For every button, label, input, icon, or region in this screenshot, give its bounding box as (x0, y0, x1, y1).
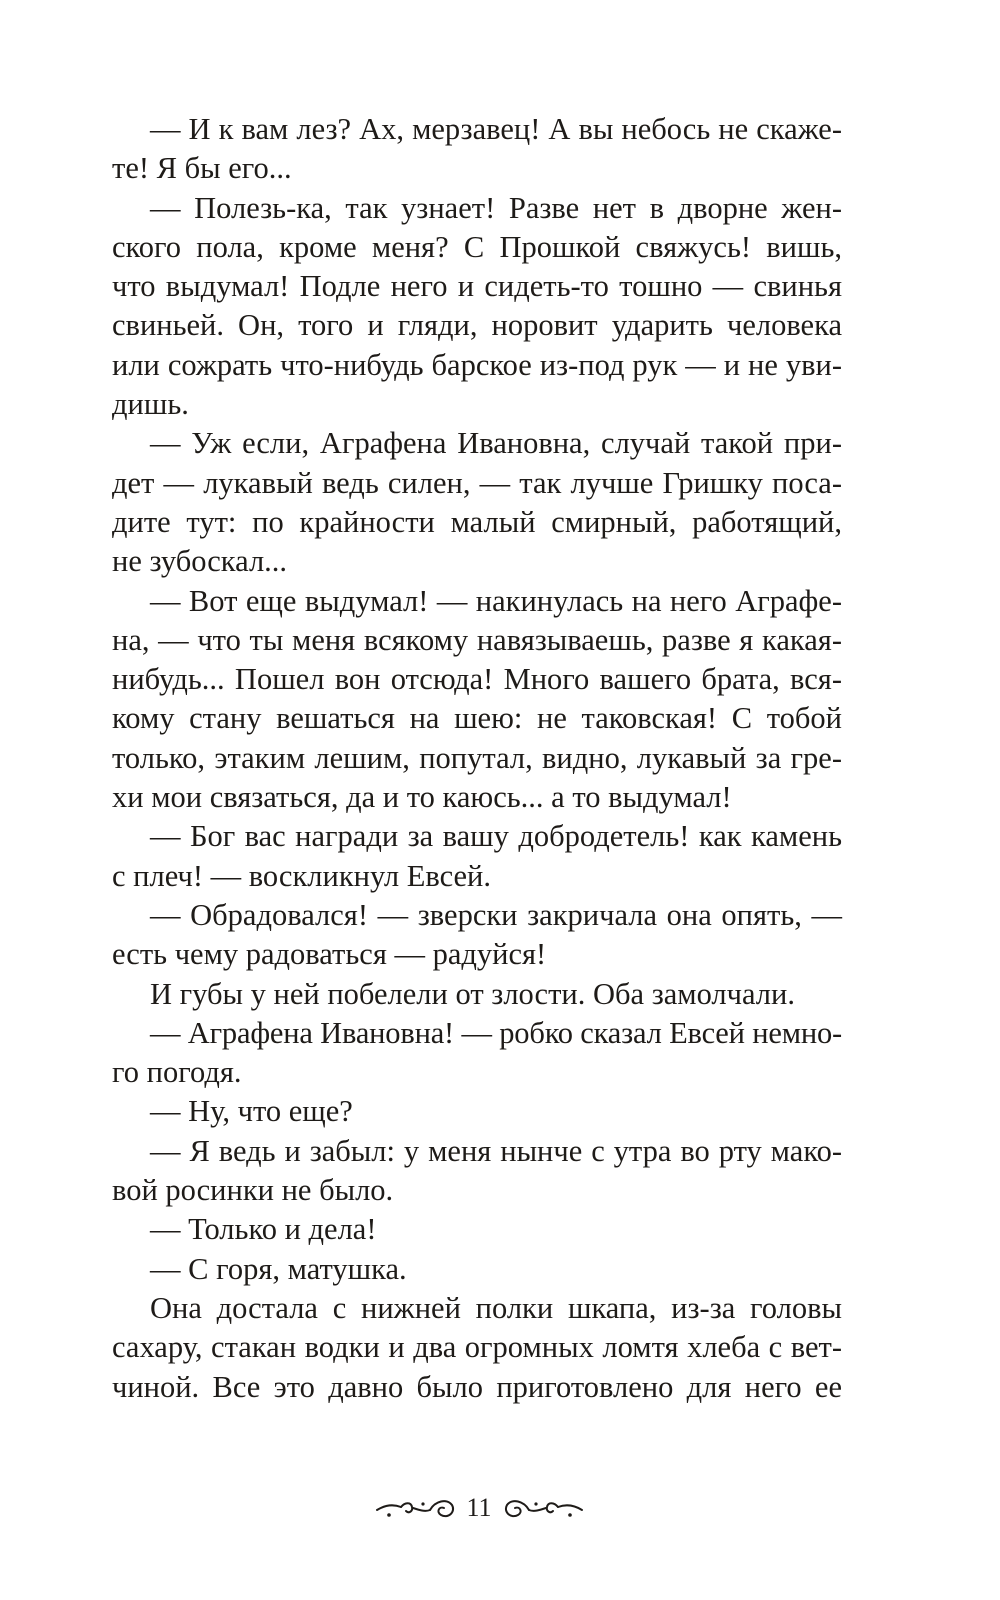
text-line: — Полезь-ка, так узнает! Разве нет в дворне жен- (150, 190, 842, 225)
text-line: те! Я бы его... (112, 151, 292, 186)
text-line: дет — лукавый ведь силен, — так лучше Гришку поса- (112, 465, 842, 500)
body-text (112, 110, 842, 1407)
text-line: что выдумал! Подле него и сидеть-то тошно — свинья (112, 269, 842, 304)
ornament-left-icon (375, 1493, 457, 1523)
page-number: 11 (466, 1493, 492, 1522)
text-line: дите тут: по крайности малый смирный, работящий, (112, 504, 842, 539)
text-line: с плеч! — воскликнул Евсей. (112, 858, 491, 893)
text-line: на, — что ты меня всякому навязываешь, разве я какая- (112, 622, 842, 657)
text-line: — Аграфена Ивановна! — робко сказал Евсей немно- (150, 1015, 842, 1050)
text-line: — Ну, что еще? (150, 1094, 353, 1129)
text-line: — И к вам лез? Ах, мерзавец! А вы небось не скаже- (150, 112, 842, 146)
text-line: не зубоскал... (112, 544, 288, 579)
text-line: или сожрать что-нибудь барское из-под рук — и не уви- (112, 347, 842, 382)
text-line: И губы у ней побелели от злости. Оба замолчали. (150, 976, 795, 1011)
text-line: свиньей. Он, того и гляди, норовит ударить человека (112, 308, 842, 343)
text-line: — С горя, матушка. (150, 1251, 407, 1286)
text-line: чиной. Все это давно было приготовлено для него ее (112, 1369, 842, 1404)
text-line: — Бог вас награди за вашу добродетель! как камень (150, 819, 842, 854)
page-footer (0, 1488, 1000, 1538)
text-line: Она достала с нижней полки шкапа, из-за головы (150, 1290, 842, 1325)
text-line: сахару, стакан водки и два огромных ломтя хлеба с вет- (112, 1330, 842, 1365)
text-line: кому стану вешаться на шею: не таковская! С тобой (112, 701, 842, 736)
text-line: есть чему радоваться — радуйся! (112, 937, 547, 972)
text-line: го погодя. (112, 1055, 242, 1090)
ornament-right-icon (502, 1493, 584, 1523)
text-line: — Уж если, Аграфена Ивановна, случай такой при- (150, 426, 842, 461)
text-line: — Обрадовался! — зверски закричала она опять, — (150, 897, 842, 932)
text-line: — Я ведь и забыл: у меня нынче с утра во рту мако- (150, 1133, 842, 1168)
text-line: дишь. (112, 387, 189, 422)
text-line: вой росинки не было. (112, 1173, 394, 1208)
text-line: — Вот еще выдумал! — накинулась на него Аграфе- (150, 583, 842, 618)
text-line: нибудь... Пошел вон отсюда! Много вашего брата, вся- (112, 662, 842, 697)
text-line: — Только и дела! (150, 1212, 377, 1247)
text-line: хи мои связаться, да и то каюсь... а то выдумал! (112, 780, 732, 815)
text-line: ского пола, кроме меня? С Прошкой свяжусь! вишь, (112, 229, 842, 264)
text-line: только, этаким лешим, попутал, видно, лукавый за гре- (112, 740, 842, 775)
